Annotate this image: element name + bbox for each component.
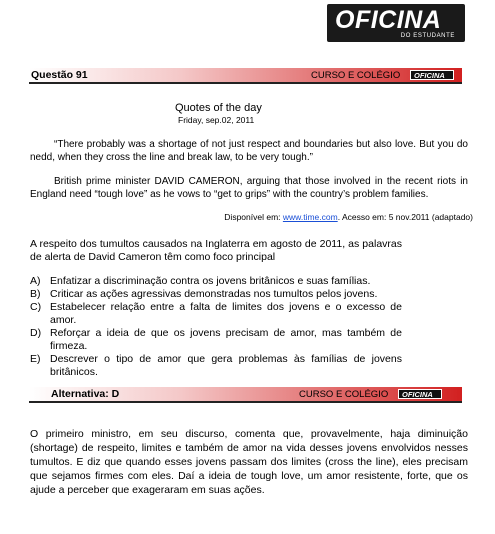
mini-logo-text: OFICINA: [414, 71, 445, 80]
option-text: Reforçar a ideia de que os jovens precisam de amor, mas também de firmeza.: [50, 327, 402, 352]
option-text: Criticar as ações agressivas demonstradas nos tumultos pelos jovens.: [50, 288, 378, 300]
options-list: [30, 275, 402, 379]
source-citation: [224, 212, 473, 222]
question-header-bar: [29, 68, 462, 84]
source-prefix: Disponível em:: [224, 212, 283, 222]
option-letter: C): [30, 301, 42, 313]
quote-paragraph-1: “There probably was a shortage of not just respect and boundaries but also love. But you do nedd, when they cross the line and break law, to be very tough.”: [30, 139, 468, 163]
answer-bar: [29, 387, 462, 403]
option-e: [30, 353, 402, 379]
mini-logo-icon: [398, 389, 442, 399]
option-letter: E): [30, 353, 41, 365]
quote-title: Quotes of the day: [175, 102, 262, 114]
logo-subtitle: DO ESTUDANTE: [400, 33, 455, 39]
option-text: Descrever o tipo de amor que gera problemas às famílias de jovens britânicos.: [50, 353, 402, 378]
logo-text: OFICINA: [335, 6, 442, 34]
option-text: Enfatizar a discriminação contra os jovens britânicos e suas famílias.: [50, 275, 371, 287]
question-text: A respeito dos tumultos causados na Inglaterra em agosto de 2011, as palavras de alerta de David Cameron têm como foco principal: [30, 238, 402, 263]
question-number: Questão 91: [31, 69, 88, 81]
course-label: CURSO E COLÉGIO: [299, 389, 389, 400]
source-link[interactable]: www.time.com: [282, 212, 338, 222]
course-label: CURSO E COLÉGIO: [311, 70, 401, 81]
quote-paragraph-2: British prime minister DAVID CAMERON, arguing that those involved in the recent riots in England need “tough love” as he vows to “get to grips” with the country’s problem families.: [30, 176, 468, 200]
option-d: [30, 327, 402, 353]
option-a: [30, 275, 402, 288]
option-b: [30, 288, 402, 301]
quote-date: Friday, sep.02, 2011: [178, 115, 255, 125]
source-suffix: . Acesso em: 5 nov.2011 (adaptado): [337, 212, 473, 222]
option-text: Estabelecer relação entre a falta de limites dos jovens e o excesso de amor.: [50, 301, 402, 326]
option-letter: D): [30, 327, 42, 339]
option-letter: A): [30, 275, 41, 287]
option-letter: B): [30, 288, 41, 300]
mini-logo-icon: [410, 70, 454, 80]
answer-label: Alternativa: D: [51, 388, 120, 400]
option-c: [30, 301, 402, 327]
mini-logo-text: OFICINA: [402, 390, 433, 399]
oficina-logo: [327, 4, 465, 42]
answer-explanation: O primeiro ministro, em seu discurso, comenta que, provavelmente, haja diminuição (shortage) de respeito, limites e também de amor na vida desses jovens envolvidos nesses tumultos. E diz que quando esses jovens passam dos limites (cross the line), eles precisam que sejamos firmes com eles. Daí a ideia de tough love, um amor resistente, forte, que os ajude a perceber que exageraram em suas ações.: [30, 428, 468, 496]
